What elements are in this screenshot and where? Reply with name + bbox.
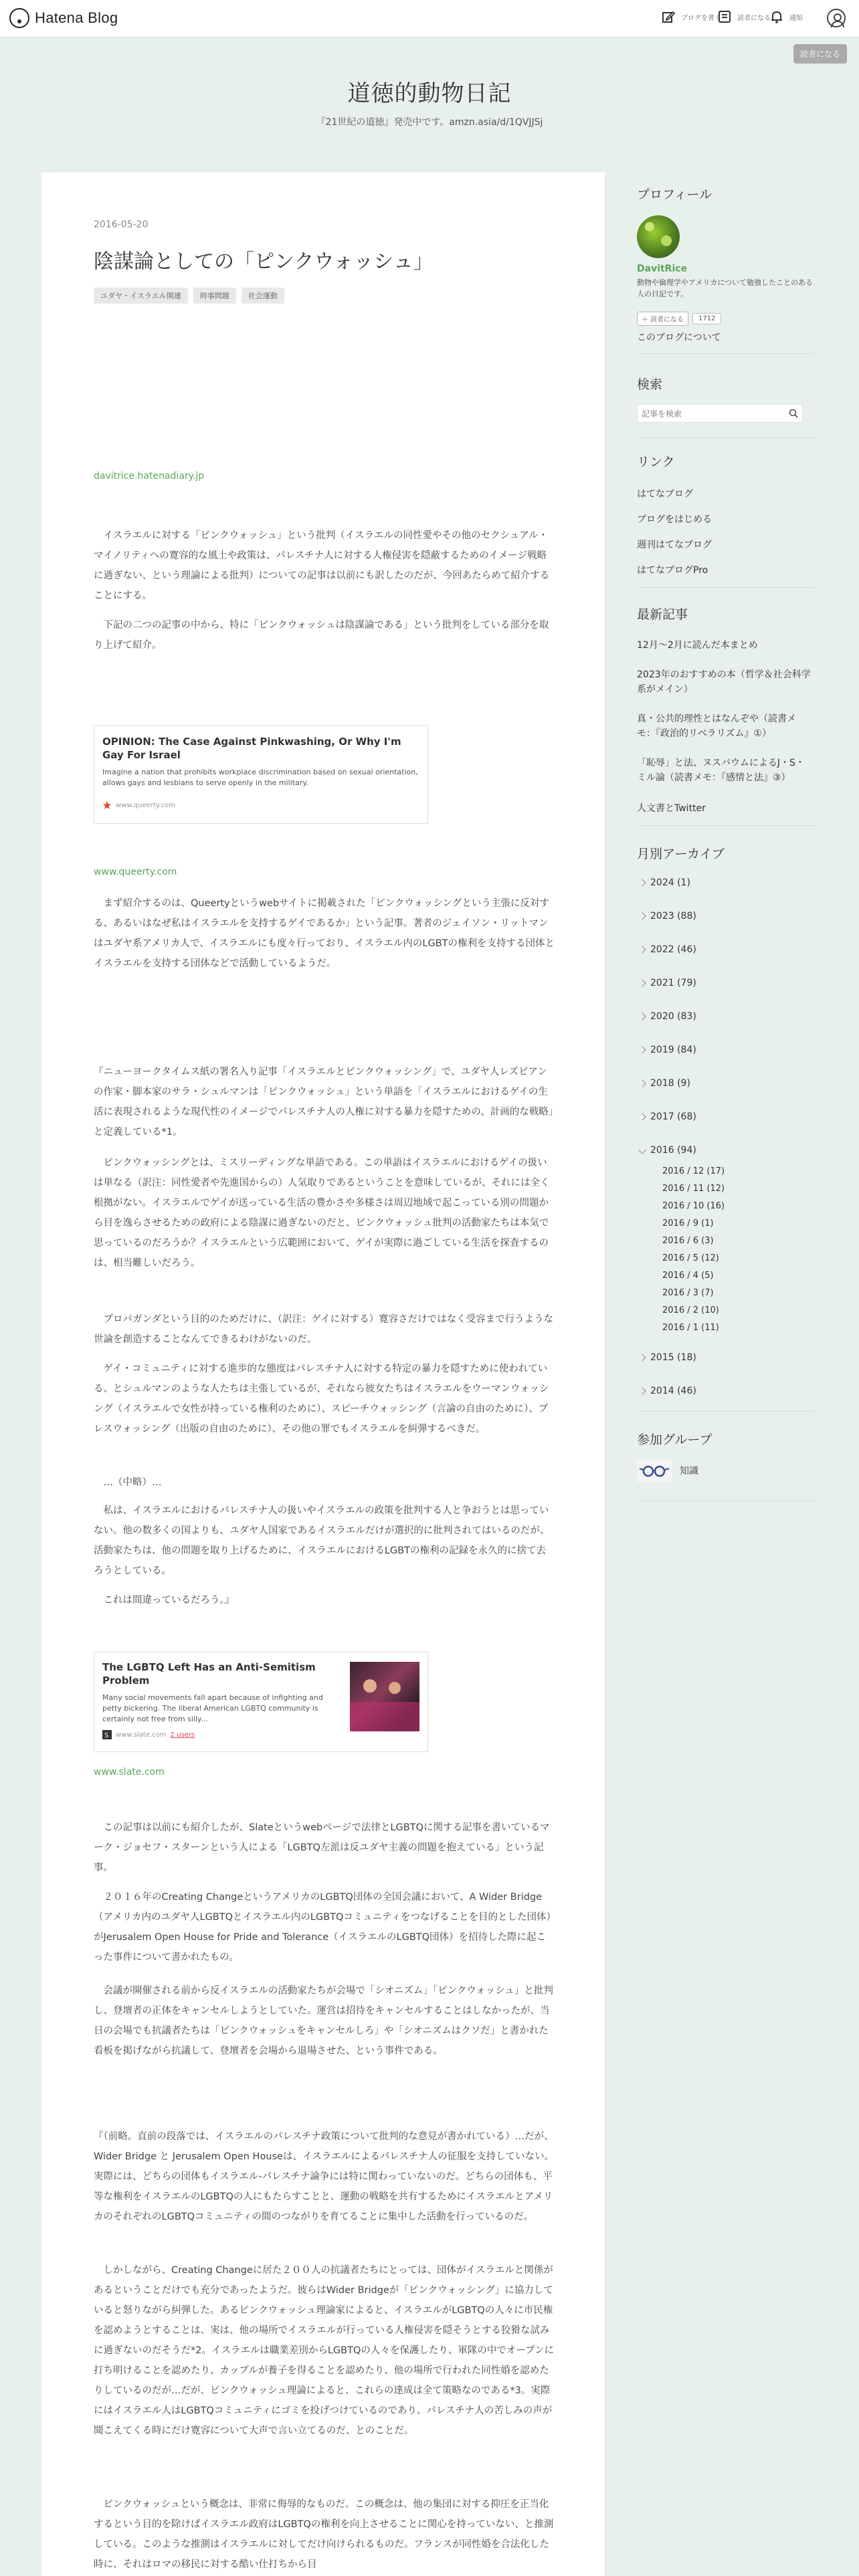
- article-thumbnail[interactable]: [350, 1662, 419, 1731]
- quote-paragraph: プロパガンダという目的のためだけに、（訳注：ゲイに対する）寛容さだけではなく受容まで行うような世論を創造することなんてできるわけがないのだ。: [94, 1314, 554, 1345]
- quote-paragraph: これは間違っているだろう。』: [103, 1595, 235, 1606]
- category-tag[interactable]: ユダヤ・イスラエル関連: [94, 288, 188, 304]
- archive-month-link[interactable]: 2016 / 11 (12): [662, 1184, 725, 1194]
- archive-year-2019[interactable]: [640, 1045, 696, 1055]
- archive-year-2014[interactable]: [640, 1386, 696, 1396]
- paragraph: 下記の二つの記事の中から、特に「ピンクウォッシュは陰謀論である」という批判をしている部分を取り上げて紹介。: [94, 620, 549, 651]
- chevron-right-icon: [638, 912, 646, 920]
- card-title[interactable]: OPINION: The Case Against Pinkwashing, Or Why I'm Gay For Israel: [102, 736, 401, 761]
- divider: [637, 825, 815, 826]
- edit-icon: [661, 9, 676, 24]
- card-site: www.slate.com: [116, 1731, 167, 1739]
- source-link[interactable]: davitrice.hatenadiary.jp: [94, 471, 205, 481]
- notification-label: 通知: [789, 14, 803, 22]
- card-site: www.queerty.com: [116, 801, 175, 809]
- divider: [637, 437, 815, 438]
- recent-post-link[interactable]: 2023年のおすすめの本（哲学＆社会科学系がメイン）: [637, 669, 811, 695]
- search-icon[interactable]: [789, 409, 798, 418]
- archive-year-2018[interactable]: [640, 1078, 690, 1089]
- embed-card-slate[interactable]: [94, 1652, 428, 1752]
- reader-button[interactable]: 読者になる: [793, 44, 847, 64]
- card-title[interactable]: The LGBTQ Left Has an Anti-Semitism Problem: [102, 1661, 316, 1687]
- logo-text: Hatena Blog: [35, 9, 118, 26]
- paragraph: ピンクウォッシュという概念は、非常に侮辱的なものだ。この概念は、他の集団に対する抑圧を正当化するという目的を除けばイスラエル政府はLGBTQの権利を向上させることに関心を持っていない、と推測している。このような推測はイスラエルに対してだけ向けられるものだ。フランスが同性婚を合法化した時に、それはロマの移民に対する酷い仕打ちから目: [94, 2499, 554, 2570]
- article-column: [41, 173, 605, 2576]
- paragraph: まず紹介するのは、Queertyというwebサイトに掲載された「ピンクウォッシングという主張に反対する、あるいはなぜ私はイスラエルを支持するゲイであるか」という記事。著者のジェイソン・リットマンはユダヤ系アメリカ人で、イスラエルにも度々行っており、イスラエル内のLGBTの権利を支持する団体とイスラエルを支持する団体などで活動しているようだ。: [94, 898, 555, 969]
- card-meta: [102, 800, 419, 810]
- bell-icon: [769, 9, 784, 24]
- divider: [637, 1411, 815, 1412]
- archive-year-label: 2021 (79): [650, 978, 696, 988]
- paragraph: この記事は以前にも紹介したが、Slateというwebページで法律とLGBTQに関する記事を書いているマーク・ジョセフ・スターンという人による「LGBTQ左派は反ユダヤ主義の問題を抱えている」という記事。: [94, 1822, 550, 1873]
- subscribe-widget: [637, 312, 721, 326]
- category-tag[interactable]: 社会運動: [242, 288, 284, 304]
- plus-icon: ＋: [642, 316, 648, 324]
- quote-paragraph: …（中略）…: [103, 1477, 162, 1488]
- archive-year-2021[interactable]: [640, 978, 696, 988]
- subscribe-nav-button[interactable]: [717, 9, 771, 24]
- archive-year-label: 2024 (1): [650, 877, 690, 888]
- recent-post-link[interactable]: 真・公共的理性とはなんぞや（読書メモ：『政治的リベラリズム』①）: [637, 714, 796, 739]
- card-description: Many social movements fall apart because of infighting and petty bickering. The liberal American LGBTQ community is certainly not free from silly...: [102, 1693, 323, 1723]
- profile-avatar[interactable]: [637, 215, 680, 258]
- link-item[interactable]: ブログをはじめる: [637, 514, 712, 525]
- chevron-right-icon: [638, 1012, 646, 1020]
- recent-post-link[interactable]: 「恥辱」と法、ヌスバウムによるJ・S・ミル論（読書メモ：『感情と法』③）: [637, 758, 805, 783]
- reader-icon: [717, 9, 732, 24]
- quote-paragraph: ゲイ・コミュニティに対する進歩的な態度はパレスチナ人に対する特定の暴力を隠すために使われている、とシュルマンのような人たちは主張しているが、それなら彼女たちはイスラエルをウーマンウォッシング（イスラエルで女性が持っている権利のために）、スピーチウォッシング（言論の自由のために）、プレスウォッシング（出版の自由のために）、その他の罪でもイスラエルを糾弾するべきだ。: [94, 1364, 549, 1434]
- write-blog-button[interactable]: [661, 9, 721, 24]
- archive-year-2015[interactable]: [640, 1352, 696, 1363]
- archive-month-link[interactable]: 2016 / 12 (17): [662, 1166, 725, 1176]
- archive-month-link[interactable]: 2016 / 1 (11): [662, 1323, 719, 1333]
- entry-title[interactable]: 陰謀論としての「ピンクウォッシュ」: [94, 250, 434, 274]
- search-input[interactable]: [642, 407, 775, 421]
- link-item[interactable]: はてなブログ: [637, 489, 693, 500]
- chevron-right-icon: [638, 1079, 646, 1087]
- slate-favicon-icon: [102, 1730, 112, 1739]
- archive-year-2016[interactable]: [640, 1145, 696, 1156]
- star-favicon-icon: [102, 800, 112, 810]
- chevron-down-icon: [638, 1146, 646, 1154]
- hatena-logo-icon: [9, 8, 29, 28]
- subscribe-button-label: 読者になる: [650, 316, 684, 324]
- notification-button[interactable]: [769, 9, 803, 24]
- write-blog-label: ブログを書く: [681, 14, 721, 22]
- recent-posts-heading: 最新記事: [637, 607, 688, 622]
- archive-year-label: 2023 (88): [650, 911, 696, 922]
- chevron-right-icon: [638, 946, 646, 953]
- archive-year-label: 2019 (84): [650, 1045, 696, 1055]
- profile-name[interactable]: DavitRice: [637, 263, 688, 274]
- profile-bio: 動物や倫理学やアメリカについて勉強したことのある人の日記です。: [637, 278, 814, 298]
- group-item[interactable]: [637, 1459, 698, 1482]
- archive-heading: 月別アーカイブ: [637, 847, 725, 861]
- link-item[interactable]: 週刊はてなブログ: [637, 540, 712, 550]
- archive-year-label: 2018 (9): [650, 1078, 690, 1089]
- blog-description: 『21世紀の道徳』発売中です。amzn.asia/d/1QVJJSj: [316, 117, 543, 128]
- archive-year-2017[interactable]: [640, 1111, 696, 1122]
- chevron-right-icon: [638, 1046, 646, 1053]
- archive-month-link[interactable]: 2016 / 5 (12): [662, 1253, 719, 1263]
- subscribe-button[interactable]: [637, 312, 688, 326]
- divider: [637, 587, 815, 588]
- archive-month-link[interactable]: 2016 / 4 (5): [662, 1271, 714, 1281]
- archive-month-link[interactable]: 2016 / 2 (10): [662, 1305, 719, 1315]
- quote-paragraph: ピンクウォッシングとは、ミスリーディングな単語である。この単語はイスラエルにおけるゲイの扱いは単なる（訳注：同性愛者や先進国からの）人気取りであるということを意味しているが、それには全く根拠がない。イスラエルでゲイが送っている生活の豊かさや多様さは周辺地域で起こっている別の問題から目を逸らさせるための政府による陰謀に過ぎないのだと、ピンクウォッシュ批判の活動家たちは本気で思っているのだろうか？イスラエルという広範囲において、ゲイが実際に過ごしている生活を探査するのは、相当難しいだろう。: [94, 1158, 550, 1269]
- archive-year-label: 2017 (68): [650, 1111, 696, 1122]
- archive-month-link[interactable]: 2016 / 9 (1): [662, 1218, 714, 1228]
- quote-paragraph: しかしながら、Creating Changeに居た２００人の抗議者たちにとっては、団体がイスラエルと関係があるということだけでも充分であったようだ。彼らはWider Bridgeが「ピンクウォッシング」に協力していると怒りながら糾弾した。あるピンクウォッシュ理論家によると、イスラエルがLGBTQの人々に市民権を認めようとすることは、実は、他の場所でイスラエルが行っている人権侵害を隠そうとする狡猾な試みに過ぎないのだそうだ*2。イスラエルは職業差別からLGBTQの人々を保護したり、軍隊の中でオープンに打ち明けることを認めたり、カップルが養子を得ることを認めたり、他の場所で行われた同性婚を認めたりしているのだが…だが、ピンクウォッシュ理論によると、これらの達成は全て策略なのである*3。実際にはイスラエル人はLGBTQコミュニティにゴミを投げつけているのであり、パレスチナ人の苦しみの声が聞こえてくる時にだけ寛容について大声で言い立てるのだ、とのことだ。: [94, 2265, 555, 2436]
- archive-month-link[interactable]: 2016 / 10 (16): [662, 1201, 725, 1211]
- quote-paragraph: 『ニューヨークタイムス紙の署名入り記事「イスラエルとピンクウォッシング」で、ユダヤ人レズビアンの作家・脚本家のサラ・シュルマンは「ピンクウォッシュ」という単語を「イスラエルにおけるゲイの生活に表現されるような現代性のイメージでパレスチナ人の人権に対する暴力を隠すための、計画的な戦略」と定義している*1。: [94, 1067, 554, 1138]
- card-meta: [102, 1730, 343, 1739]
- group-label: 知識: [680, 1466, 698, 1477]
- paragraph: イスラエルに対する「ピンクウォッシュ」という批判（イスラエルの同性愛やその他のセクシュアル・マイノリティへの寛容的な風土や政策は、パレスチナ人に対する人権侵害を隠蔽するためのイメージ戦略に過ぎない、という理論による批判）についての記事は以前にも訳したのだが、今回あたらめて紹介することにする。: [94, 530, 550, 601]
- archive-year-label: 2022 (46): [650, 944, 696, 955]
- archive-year-2023[interactable]: [640, 911, 696, 922]
- archive-year-2024[interactable]: [640, 877, 690, 888]
- archive-month-link[interactable]: 2016 / 6 (3): [662, 1236, 714, 1246]
- subscribe-nav-label: 読者になる: [737, 14, 771, 22]
- chevron-right-icon: [638, 979, 646, 986]
- paragraph: 会議が開催される前から反イスラエルの活動家たちが会場で「シオニズム」「ピンクウォッシュ」と批判し、登壇者の正体をキャンセルしようとしていた。運営は招待をキャンセルすることはしなかったが、当日の会場でも抗議者たちは「ピンクウォッシュをキャンセルしろ」や「シオニズムはクソだ」と書かれた看板を掲げながら抗議して、登壇者を会場から退場させた、という事件である。: [94, 1985, 553, 2056]
- groups-heading: 参加グループ: [637, 1432, 712, 1447]
- embed-card-queerty[interactable]: [94, 725, 428, 824]
- search-box: [637, 404, 803, 423]
- archive-month-link[interactable]: 2016 / 3 (7): [662, 1288, 714, 1298]
- source-link[interactable]: www.queerty.com: [94, 867, 177, 877]
- archive-year-2022[interactable]: [640, 944, 696, 955]
- archive-year-label: 2020 (83): [650, 1011, 696, 1022]
- links-heading: リンク: [637, 455, 675, 469]
- subscriber-count: 1712: [692, 313, 721, 324]
- recent-post-link[interactable]: 12月〜2月に読んだ本まとめ: [637, 640, 758, 651]
- knowledge-group-icon: [637, 1459, 672, 1482]
- paragraph: ２０１６年のCreating ChangeというアメリカのLGBTQ団体の全国会議において、A Wider Bridge（アメリカ内のユダヤ人LGBTQとイスラエル内のLGBTQコミュニティをつなげることを目的とした団体）がJerusalem Open House for Pride and Tolerance（イスラエルのLGBTQ団体）を招待した際に起こった事件について書かれたもの。: [94, 1892, 551, 1963]
- divider: [637, 353, 815, 354]
- archive-year-2020[interactable]: [640, 1011, 696, 1022]
- archive-year-label: 2015 (18): [650, 1352, 696, 1363]
- about-blog-link[interactable]: このブログについて: [637, 332, 721, 343]
- quote-paragraph: 『（前略。直前の段落では、イスラエルのパレスチナ政策について批判的な意見が書かれている）…だが、Wider Bridge と Jerusalem Open Houseは、イスラエルによるパレスチナ人の征服を支持していない。実際には、どちらの団体もイスラエル-パレスチナ論争には特に関わっていないのだ。どちらの団体も、平等な権利をイスラエルのLGBTQの人にもたらすことと、運動の戦略を共有するためにイスラエルとアメリカのそれぞれのLGBTQコミュニティの間のつながりを育てることに集中した活動を行っているのだ。: [94, 2131, 555, 2222]
- recent-post-link[interactable]: 人文書とTwitter: [637, 803, 706, 814]
- search-heading: 検索: [637, 377, 663, 392]
- svg-text:S: S: [104, 1732, 109, 1739]
- chevron-right-icon: [638, 1113, 646, 1120]
- blog-title[interactable]: 道徳的動物日記: [347, 80, 512, 107]
- user-avatar-icon[interactable]: [827, 9, 846, 27]
- category-list: [94, 288, 284, 304]
- archive-year-label: 2016 (94): [650, 1145, 696, 1156]
- chevron-right-icon: [638, 1387, 646, 1394]
- hatena-blog-logo[interactable]: [9, 8, 118, 28]
- link-item[interactable]: はてなブログPro: [637, 565, 708, 576]
- card-description: Imagine a nation that prohibits workplace discrimination based on sexual orientation, allows gays and lesbians to serve openly in the military.: [102, 768, 418, 787]
- quote-paragraph: 私は、イスラエルにおけるパレスチナ人の扱いやイスラエルの政策を批判する人と争おうとは思っていない。他の数多くの国よりも、ユダヤ人国家であるイスラエルだけが選択的に批判されてはいるのだが、活動家たちは、他の問題を取り上げるために、イスラエルにおけるLGBTの権利の記録を永久的に捨て去ろうとしている。: [94, 1505, 550, 1576]
- source-link[interactable]: www.slate.com: [94, 1767, 165, 1778]
- chevron-right-icon: [638, 1354, 646, 1361]
- category-tag[interactable]: 時事問題: [193, 288, 236, 304]
- entry-date[interactable]: 2016-05-20: [94, 219, 149, 230]
- archive-year-label: 2014 (46): [650, 1386, 696, 1396]
- top-navbar: [0, 0, 859, 37]
- chevron-right-icon: [638, 879, 646, 886]
- bookmark-users[interactable]: 2 users: [170, 1731, 195, 1739]
- profile-heading: プロフィール: [637, 187, 712, 202]
